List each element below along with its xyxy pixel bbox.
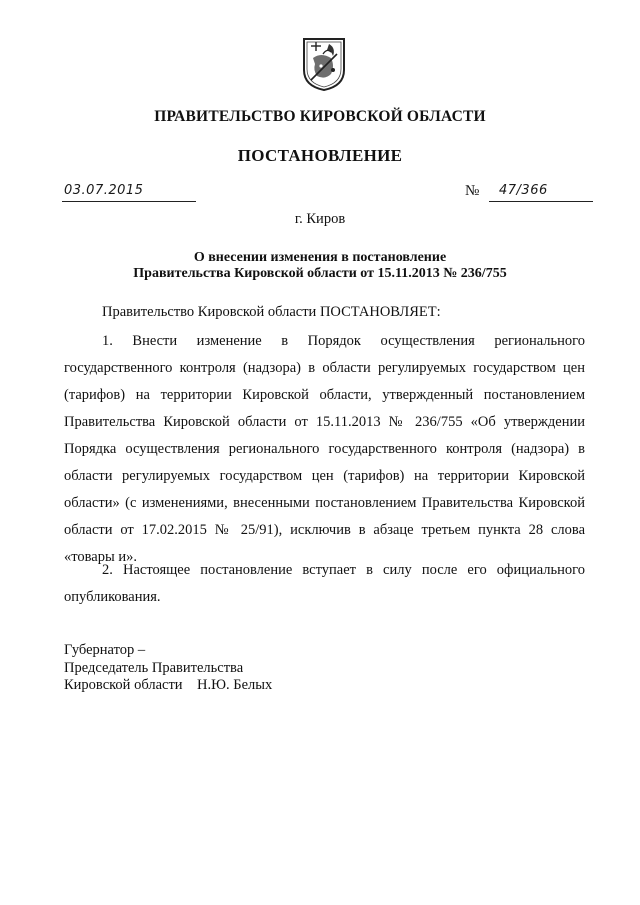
document-type-title: ПОСТАНОВЛЕНИЕ [237,146,403,165]
handwritten-number: 47/366 [499,183,548,198]
signature-block [64,642,272,695]
subject-line-2: Правительства Кировской области от 15.11.2013 № 236/755 [133,266,507,281]
item-1-paragraph: 1. Внести изменение в Порядок осуществления регионального государственного контроля (надзора) в области регулируемых государством цен (тарифов) на территории Кировской области, утвержденный постановлением Правительства Кировской области от 15.11.2013 № 236/755 «Об утверждении Порядка осуществления регионального государственного контроля (надзора) в области регулируемых государством цен (тарифов) на территории Кировской области» (с изменениями, внесенными постановлением Правительства Кировской области от 17.02.2015 № 25/91), исключив в абзаце третьем пункта 28 слова «товары и». [64,333,585,565]
number-field [489,183,593,202]
signature-line-1: Губернатор – [64,642,146,658]
number-sign: № [465,183,480,199]
subject-heading [0,250,640,282]
date-field [62,183,196,202]
subject-line-1: О внесении изменения в постановление [193,250,447,265]
handwritten-date: 03.07.2015 [64,183,144,198]
city-label: г. Киров [294,211,346,227]
coat-of-arms-icon [301,36,347,92]
signature-line-2: Председатель Правительства [64,659,244,676]
preamble: Правительство Кировской области ПОСТАНОВЛЯЕТ: [102,304,441,320]
signature-line-3: Кировской области Н.Ю. Белых [64,677,273,693]
item-2-paragraph: 2. Настоящее постановление вступает в силу после его официального опубликования. [64,562,585,605]
government-title: ПРАВИТЕЛЬСТВО КИРОВСКОЙ ОБЛАСТИ [154,108,486,125]
